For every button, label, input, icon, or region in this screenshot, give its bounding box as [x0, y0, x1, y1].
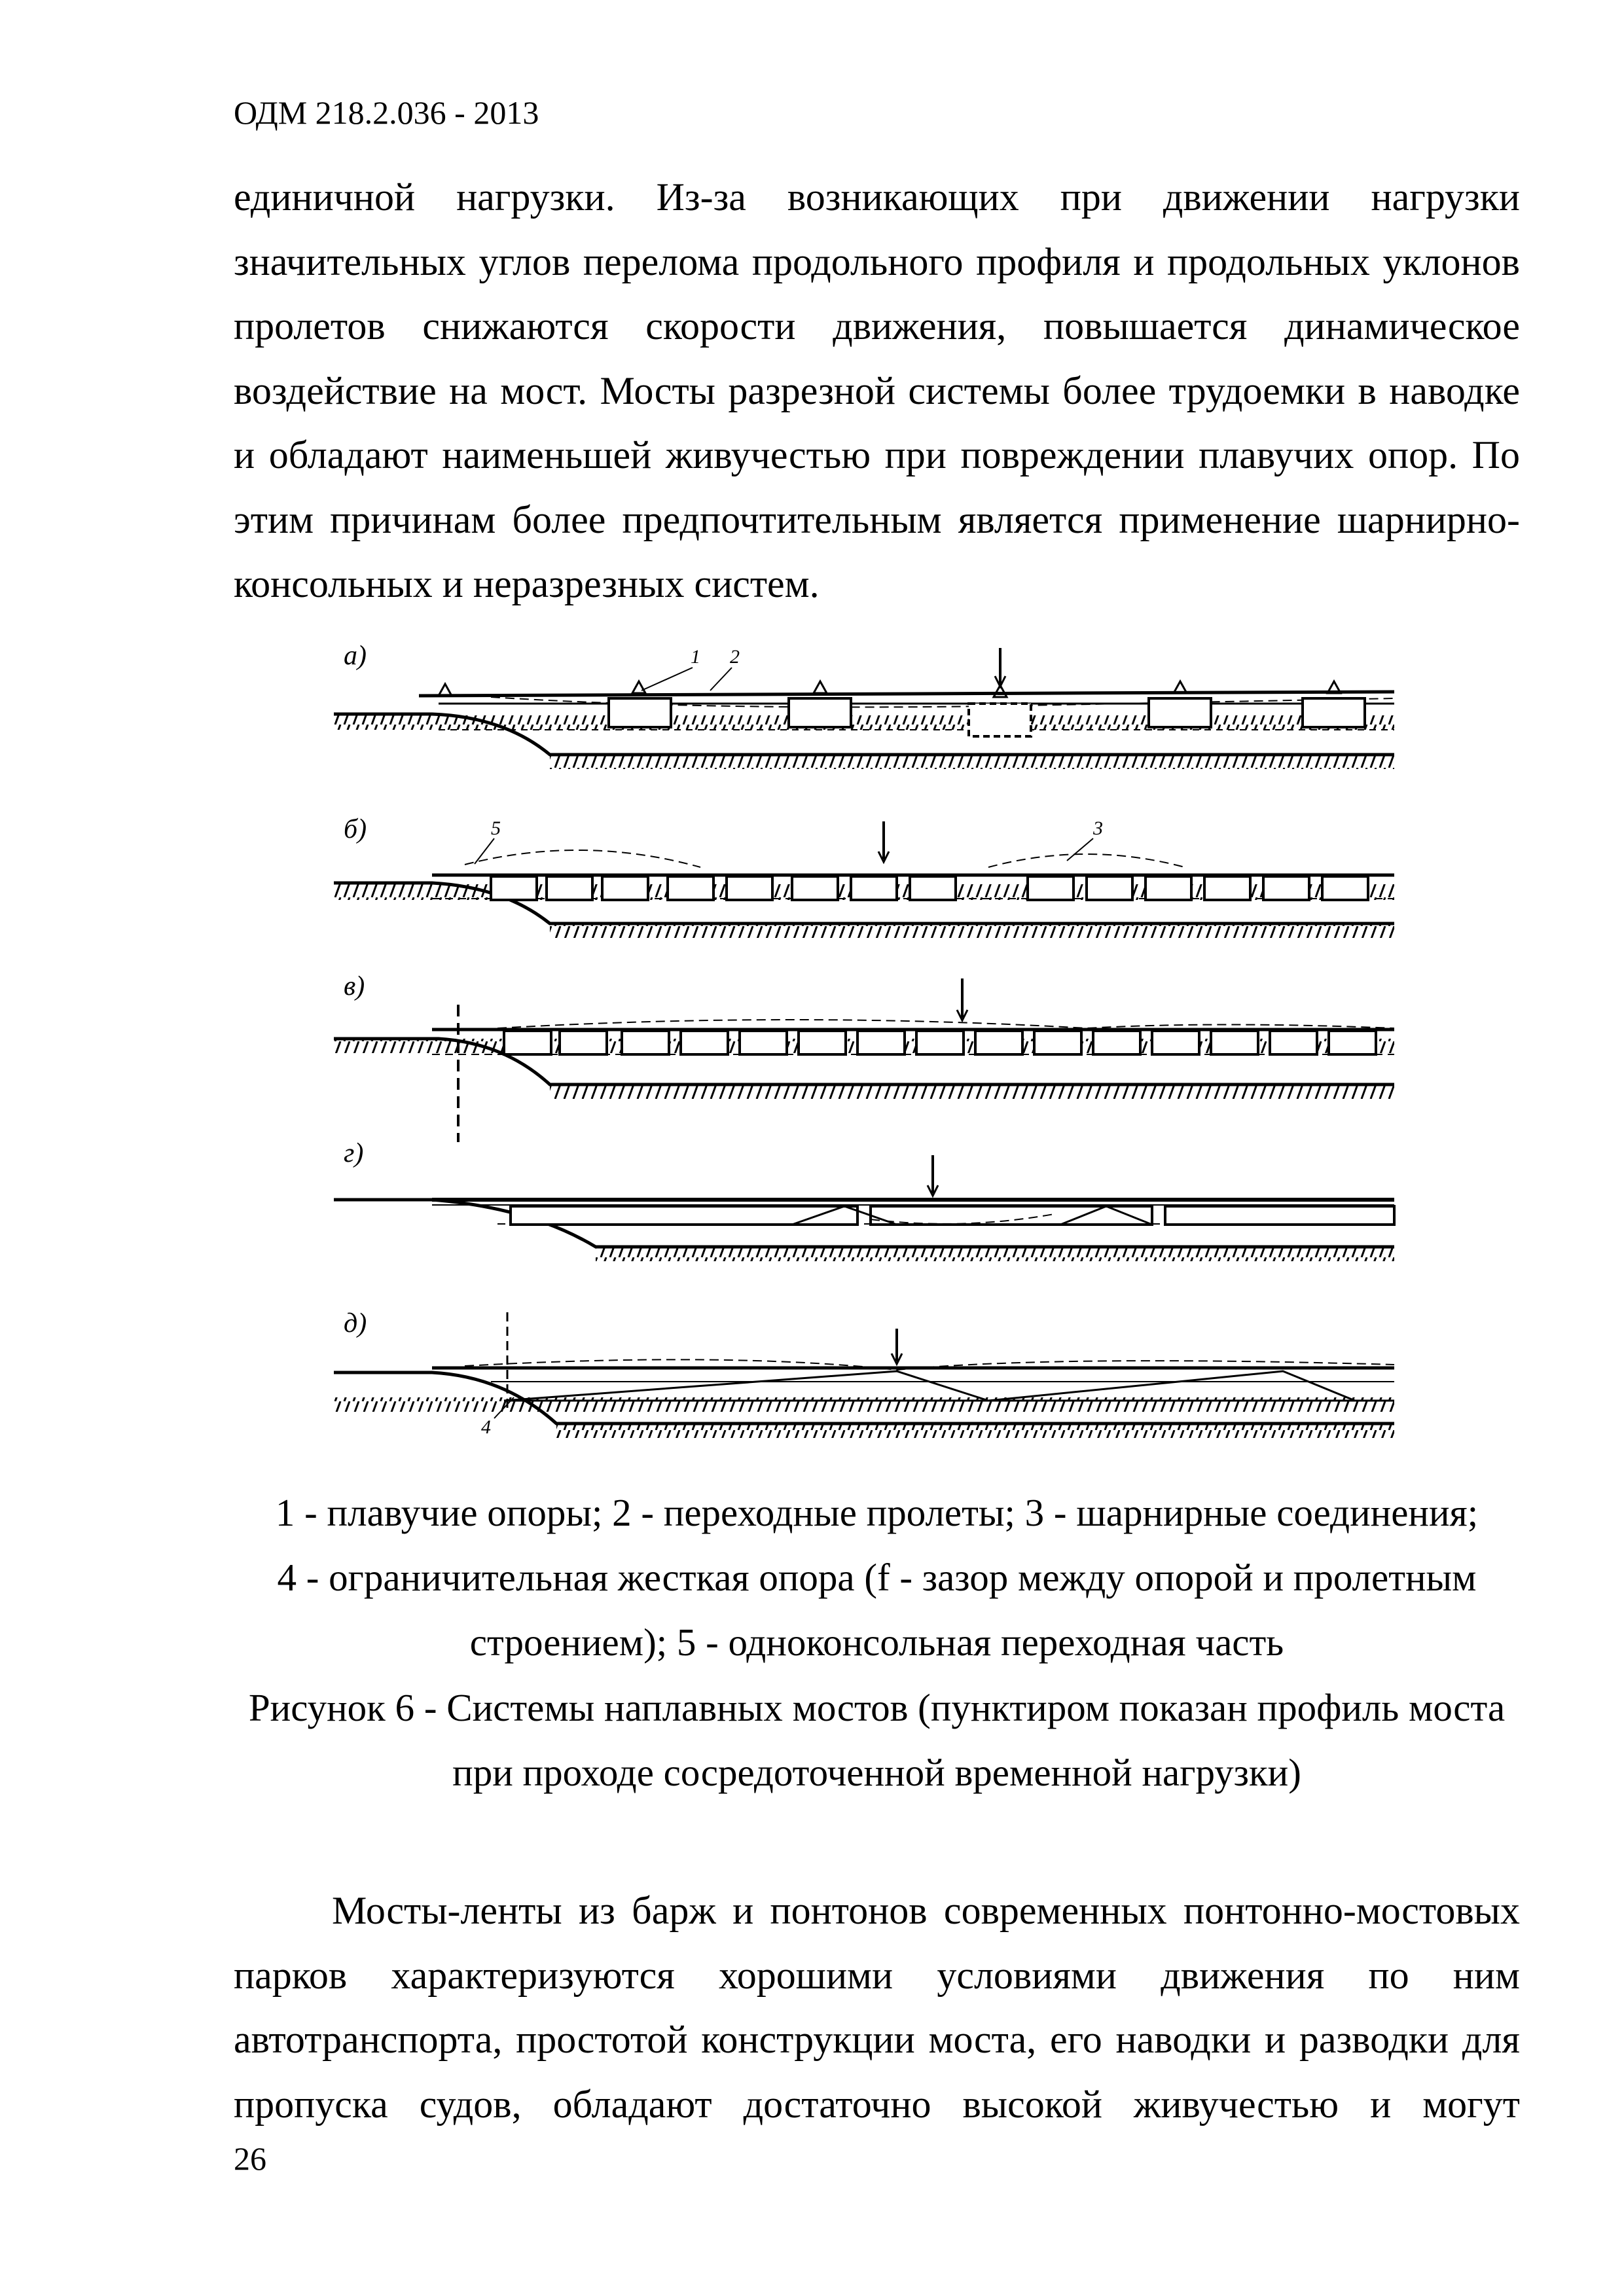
deflection-profile [497, 1020, 1394, 1028]
paragraph-2 [234, 1878, 1520, 2136]
para1-line: обладают наименьшей живучестью при повреждении плавучих опор. По [268, 433, 1521, 476]
truss-line [504, 1371, 1355, 1401]
panel-label-a: а) [344, 641, 367, 671]
pontoon [609, 698, 671, 727]
pontoon-row [491, 876, 1368, 900]
paragraph-1 [234, 165, 1520, 617]
panel-d [334, 1308, 1394, 1438]
floating-bridge-systems-figure [334, 638, 1398, 1482]
panel-label-v: в) [344, 971, 365, 1001]
para2-line: пропуска судов, обладают достаточно высокой живучестью и могут [234, 2082, 1520, 2126]
panel-label-d: д) [344, 1308, 367, 1338]
para1-line: единичной нагрузки. Из-за возникающих при движении нагрузки [234, 175, 1520, 219]
figure-caption [234, 1676, 1520, 1805]
callout-leaders [641, 668, 732, 691]
page-number: 26 [234, 2140, 266, 2177]
document-code-header: ОДМ 218.2.036 - 2013 [234, 94, 539, 131]
panel-label-b: б) [344, 814, 367, 844]
barge [871, 1206, 1152, 1225]
riverbed-hatch [550, 755, 1394, 769]
callout-4: 4 [481, 1416, 491, 1438]
callout-3: 3 [1093, 817, 1103, 839]
barge [1165, 1206, 1394, 1225]
callout-2: 2 [730, 646, 740, 668]
deck-line [419, 692, 1394, 696]
pontoon [1149, 698, 1211, 727]
caption-line: при проходе сосредоточенной временной нагрузки) [452, 1751, 1301, 1794]
riverbed-hatch [334, 1397, 1394, 1412]
para1-line: пролетов снижаются скорости движения, повышается динамическое [234, 304, 1520, 348]
para1-line: этим причинам более предпочтительным является применение шарнирно- [234, 497, 1520, 541]
para2-line: автотранспорта, простотой конструкции моста, его наводки и разводки для [234, 2018, 1520, 2061]
panel-v [334, 971, 1394, 1142]
callout-leaders [475, 838, 1093, 864]
para1-last-line: консольных и неразрезных систем. [234, 562, 820, 605]
callout-5: 5 [491, 817, 501, 839]
caption-line: Рисунок 6 - Системы наплавных мостов (пунктиром показан профиль моста [248, 1686, 1506, 1729]
panel-a [334, 641, 1394, 769]
riverbed-hatch [550, 1085, 1394, 1099]
panel-b [334, 814, 1394, 938]
riverbed-hatch [556, 1424, 1394, 1438]
legend-line: 1 - плавучие опоры; 2 - переходные пролеты; 3 - шарнирные соединения; [275, 1491, 1479, 1534]
figure-legend [234, 1480, 1520, 1675]
para2-line: Мосты-ленты из барж и понтонов современных понтонно-мостовых [332, 1889, 1520, 1932]
panel-label-g: г) [344, 1138, 364, 1168]
legend-line: строением); 5 - одноконсольная переходная часть [469, 1621, 1284, 1664]
barge [511, 1206, 857, 1225]
riverbed-hatch [596, 1247, 1394, 1261]
panel-g [334, 1138, 1394, 1261]
riverbed-hatch [550, 924, 1394, 938]
legend-line: 4 - ограничительная жесткая опора (f - зазор между опорой и пролетным [277, 1556, 1477, 1599]
para1-line: воздействие на мост. Мосты разрезной системы более трудоемки в наводке и [234, 368, 1520, 476]
pontoon [789, 698, 851, 727]
para2-line: парков характеризуются хорошими условиями движения по ним [234, 1953, 1520, 1997]
para1-line: значительных углов перелома продольного профиля и продольных уклонов [234, 240, 1520, 283]
pontoon [1303, 698, 1365, 727]
pontoon-row [504, 1031, 1376, 1054]
callout-1: 1 [691, 646, 700, 668]
pontoon-loaded [969, 704, 1031, 736]
